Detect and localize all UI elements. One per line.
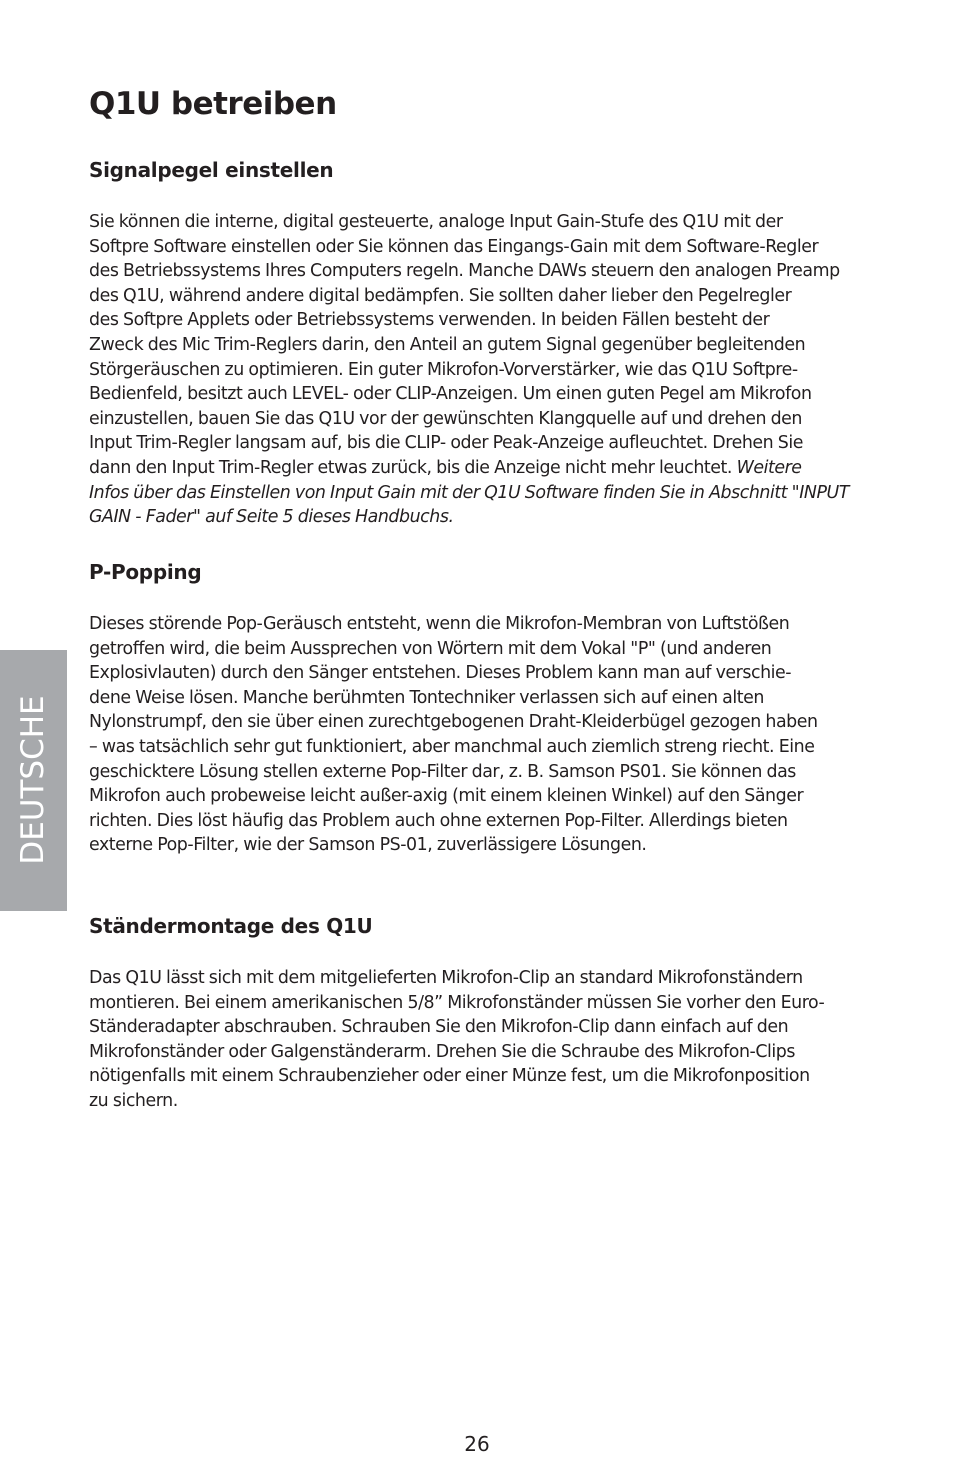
text-line: externe Pop-Filter, wie der Samson PS-01, zuverlässigere Lösungen. — [89, 835, 647, 856]
text-line: Mikrofon auch probeweise leicht außer-axig (mit einem kleinen Winkel) auf den Sänger — [89, 786, 804, 807]
section-heading-signalpegel: Signalpegel einstellen — [89, 158, 334, 182]
text-line: Bedienfeld, besitzt auch LEVEL- oder CLIP-Anzeigen. Um einen guten Pegel am Mikrofon — [89, 384, 812, 405]
paragraph-p-popping — [89, 612, 879, 858]
text-line-italic — [89, 481, 879, 506]
language-side-tab — [0, 650, 67, 911]
text-line: einzustellen, bauen Sie das Q1U vor der gewünschten Klangquelle auf und drehen den — [89, 408, 803, 429]
paragraph-staendermontage — [89, 966, 879, 1114]
text-line: Mikrofonständer oder Galgenständerarm. Drehen Sie die Schraube des Mikrofon-Clips — [89, 1041, 795, 1062]
text-italic: Weitere — [736, 457, 802, 478]
language-tab-label: DEUTSCHE — [15, 695, 51, 865]
text-line: Störgeräuschen zu optimieren. Ein guter Mikrofon-Vorverstärker, wie das Q1U Softpre- — [89, 359, 798, 380]
section-heading-p-popping: P-Popping — [89, 560, 202, 584]
page-title: Q1U betreiben — [89, 86, 337, 122]
text-line: zu sichern. — [89, 1090, 178, 1111]
page-number: 26 — [464, 1432, 490, 1456]
text-line: richten. Dies löst häufig das Problem auch ohne externen Pop-Filter. Allerdings bieten — [89, 810, 788, 831]
text-plain: dann den Input Trim-Regler etwas zurück, bis die Anzeige nicht mehr leuchtet. — [89, 457, 737, 478]
text-line: Dieses störende Pop-Geräusch entsteht, wenn die Mikrofon-Membran von Luftstößen — [89, 614, 790, 634]
text-line: nötigenfalls mit einem Schraubenzieher oder einer Münze fest, um die Mikrofonposition — [89, 1066, 810, 1087]
section-heading-staendermontage: Ständermontage des Q1U — [89, 914, 373, 938]
text-line: Nylonstrumpf, den sie über einen zurechtgebogenen Draht-Kleiderbügel gezogen haben — [89, 712, 818, 733]
text-line: des Betriebssystems Ihres Computers regeln. Manche DAWs steuern den analogen Preamp — [89, 261, 840, 282]
text-line: Ständeradapter abschrauben. Schrauben Sie den Mikrofon-Clip dann einfach auf den — [89, 1017, 789, 1038]
text-line: Das Q1U lässt sich mit dem mitgelieferten Mikrofon-Clip an standard Mikrofonständern — [89, 968, 803, 988]
text-line-mixed — [89, 456, 879, 481]
text-line-italic — [89, 505, 879, 530]
text-line: geschicktere Lösung stellen externe Pop-Filter dar, z. B. Samson PS01. Sie können das — [89, 761, 796, 782]
text-line: Softpre Software einstellen oder Sie können das Eingangs-Gain mit dem Software-Regler — [89, 236, 819, 257]
text-line: des Softpre Applets oder Betriebssystems verwenden. In beiden Fällen besteht der — [89, 310, 770, 331]
text-line: Zweck des Mic Trim-Reglers darin, den Anteil an gutem Signal gegenüber begleitenden — [89, 334, 806, 355]
paragraph-signalpegel — [89, 210, 879, 530]
text-italic: Infos über das Einstellen von Input Gain mit der Q1U Software finden Sie in Abschnitt "INPUT — [89, 482, 849, 503]
text-line: des Q1U, während andere digital bedämpfen. Sie sollten daher lieber den Pegelregler — [89, 285, 792, 306]
text-line: getroffen wird, die beim Aussprechen von Wörtern mit dem Vokal "P" (und anderen — [89, 638, 772, 659]
text-line: montieren. Bei einem amerikanischen 5/8” Mikrofonständer müssen Sie vorher den Euro- — [89, 992, 825, 1013]
text-line: Explosivlauten) durch den Sänger entstehen. Dieses Problem kann man auf verschie- — [89, 663, 792, 684]
text-line: Sie können die interne, digital gesteuerte, analoge Input Gain-Stufe des Q1U mit der — [89, 212, 783, 232]
text-line: Input Trim-Regler langsam auf, bis die CLIP- oder Peak-Anzeige aufleuchtet. Drehen Sie — [89, 433, 804, 454]
text-line: – was tatsächlich sehr gut funktioniert, aber manchmal auch ziemlich streng riecht. Eine — [89, 736, 815, 757]
text-italic: GAIN - Fader" auf Seite 5 dieses Handbuchs. — [89, 507, 454, 528]
text-line: dene Weise lösen. Manche berühmten Tontechniker verlassen sich auf einen alten — [89, 687, 764, 708]
